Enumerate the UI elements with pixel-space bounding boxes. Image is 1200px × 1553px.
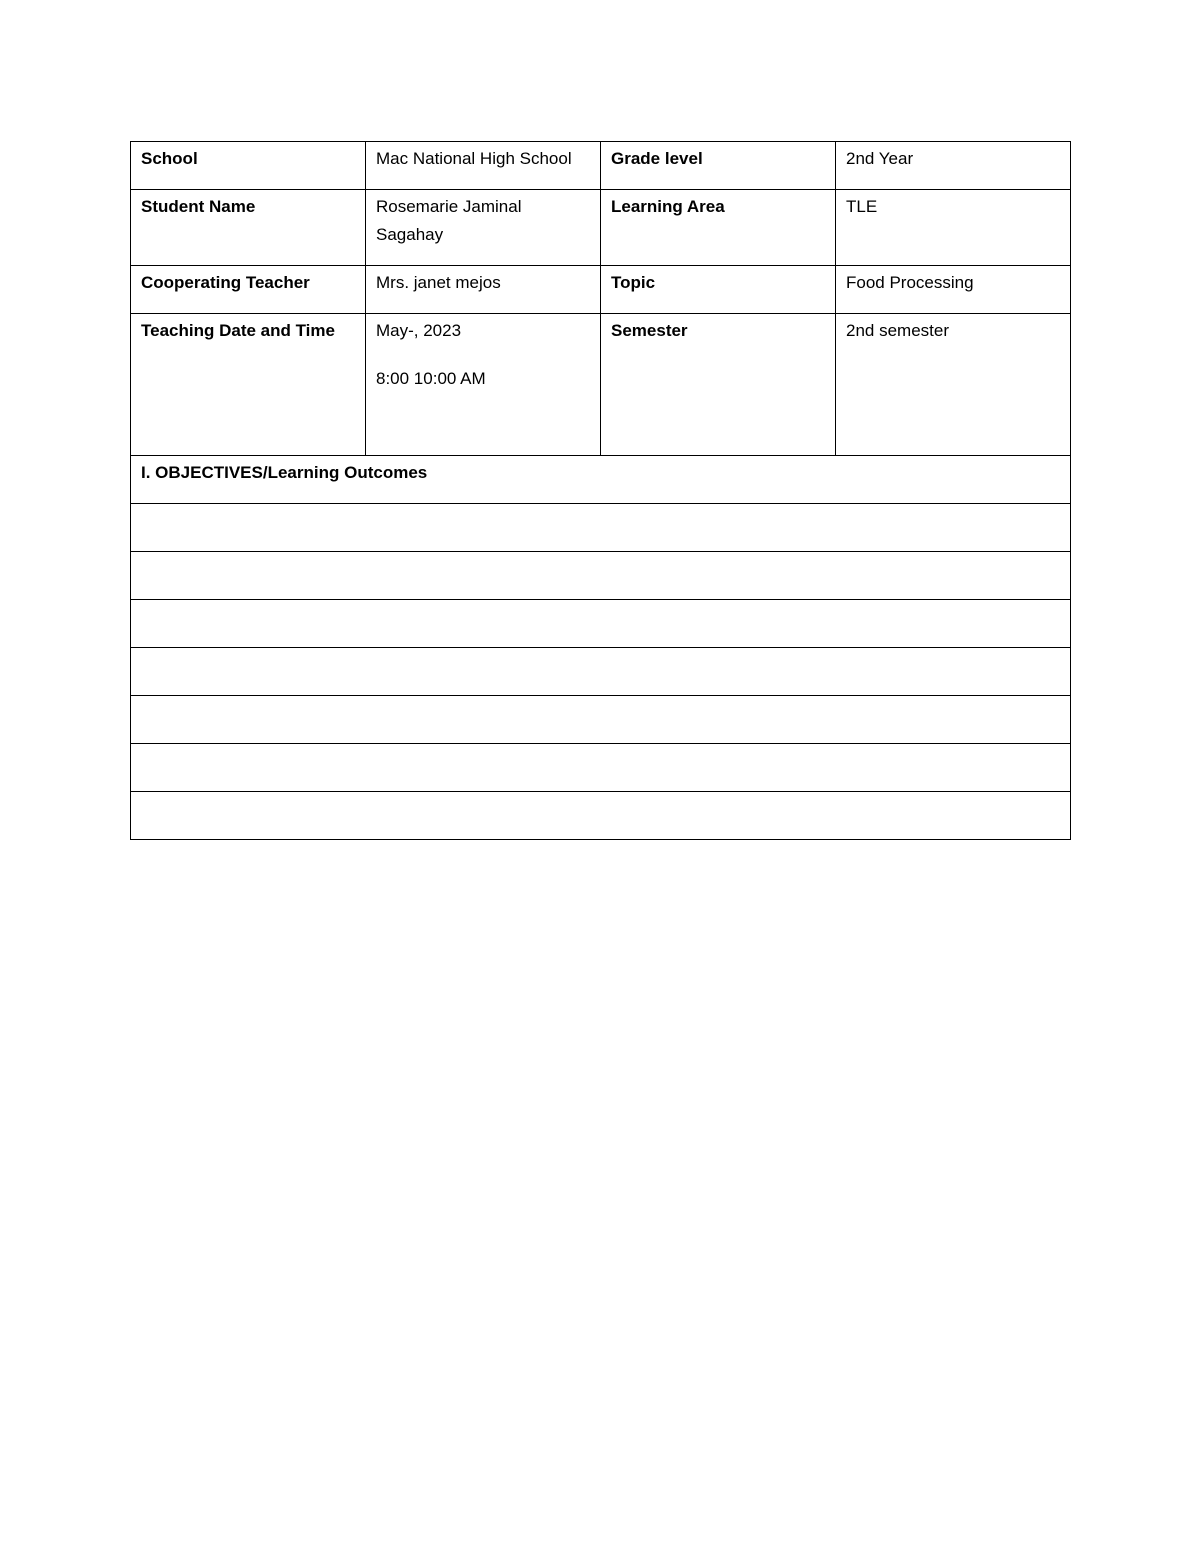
objective-cell <box>131 792 1071 840</box>
objective-row <box>131 600 1071 648</box>
objective-row <box>131 792 1071 840</box>
objective-row <box>131 744 1071 792</box>
teacher-row <box>131 266 1071 314</box>
objective-cell <box>131 648 1071 696</box>
objective-cell <box>131 744 1071 792</box>
lesson-plan-table <box>130 141 1071 840</box>
objectives-heading: I. OBJECTIVES/Learning Outcomes <box>131 456 1071 504</box>
teaching-datetime-value <box>366 314 601 456</box>
grade-level-value: 2nd Year <box>836 142 1071 190</box>
student-name-label: Student Name <box>131 190 366 266</box>
semester-value: 2nd semester <box>836 314 1071 456</box>
objective-row <box>131 648 1071 696</box>
objective-cell <box>131 600 1071 648</box>
teaching-datetime-label: Teaching Date and Time <box>131 314 366 456</box>
student-row <box>131 190 1071 266</box>
teaching-date: May-, 2023 <box>376 321 462 340</box>
topic-value: Food Processing <box>836 266 1071 314</box>
cooperating-teacher-value: Mrs. janet mejos <box>366 266 601 314</box>
cooperating-teacher-label: Cooperating Teacher <box>131 266 366 314</box>
objective-row <box>131 552 1071 600</box>
semester-label: Semester <box>601 314 836 456</box>
objective-cell <box>131 696 1071 744</box>
objective-cell <box>131 504 1071 552</box>
objective-row <box>131 696 1071 744</box>
student-name-value: Rosemarie Jaminal Sagahay <box>366 190 601 266</box>
teaching-time: 8:00 10:00 AM <box>376 369 486 388</box>
learning-area-label: Learning Area <box>601 190 836 266</box>
learning-area-value: TLE <box>836 190 1071 266</box>
objectives-heading-row <box>131 456 1071 504</box>
school-label: School <box>131 142 366 190</box>
school-value: Mac National High School <box>366 142 601 190</box>
datetime-row <box>131 314 1071 456</box>
grade-level-label: Grade level <box>601 142 836 190</box>
school-row <box>131 142 1071 190</box>
objective-cell <box>131 552 1071 600</box>
topic-label: Topic <box>601 266 836 314</box>
objective-row <box>131 504 1071 552</box>
